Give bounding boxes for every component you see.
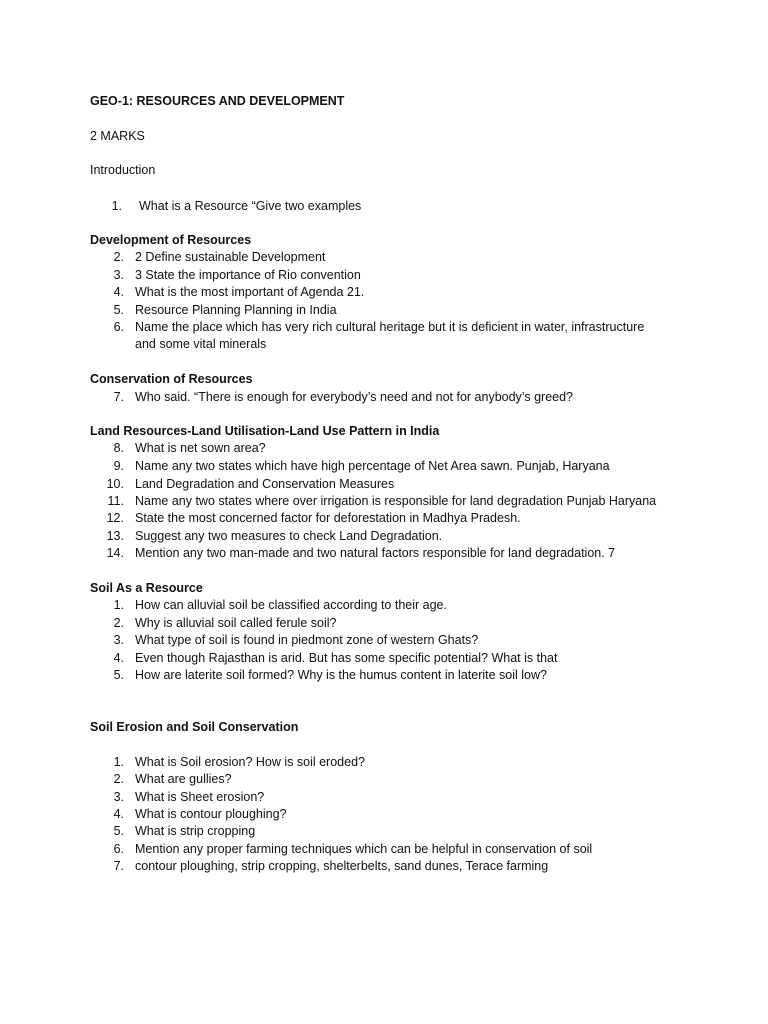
list-item: What is net sown area? (135, 441, 266, 455)
list-item: What is Sheet erosion? (135, 790, 265, 804)
list-item-number: 2. (113, 616, 124, 630)
list-item: Why is alluvial soil called ferule soil? (135, 616, 337, 630)
list-item-number: 1. (113, 755, 124, 769)
list-item: Mention any proper farming techniques which can be helpful in conservation of soil (135, 842, 593, 856)
list-item: 2 Define sustainable Development (135, 250, 326, 264)
list-item: What is Soil erosion? How is soil eroded? (135, 755, 365, 769)
list-item-number: 6. (113, 320, 124, 334)
list-item: Resource Planning Planning in India (135, 303, 337, 317)
list-item-number: 12. (106, 511, 124, 525)
list-item: Name any two states which have high percentage of Net Area sawn. Punjab, Haryana (135, 459, 610, 473)
list-item-number: 5. (113, 303, 124, 317)
list-item-number: 3. (113, 633, 124, 647)
list-item: What type of soil is found in piedmont zone of western Ghats? (135, 633, 479, 647)
list-item-number: 1. (111, 199, 122, 213)
list-item-number: 2. (113, 250, 124, 264)
intro-label: Introduction (90, 163, 156, 177)
list-item: 3 State the importance of Rio convention (135, 268, 361, 282)
list-item-number: 4. (113, 651, 124, 665)
document-title: GEO-1: RESOURCES AND DEVELOPMENT (90, 94, 345, 108)
section-heading-land: Land Resources-Land Utilisation-Land Use Pattern in India (90, 424, 440, 438)
list-item-number: 10. (106, 477, 124, 491)
section-heading-erosion: Soil Erosion and Soil Conservation (90, 720, 299, 734)
list-item-number: 6. (113, 842, 124, 856)
list-item: Mention any two man-made and two natural factors responsible for land degradation. 7 (135, 546, 616, 560)
list-item: Suggest any two measures to check Land Degradation. (135, 529, 443, 543)
list-item-number: 3. (113, 790, 124, 804)
list-item-continuation: and some vital minerals (135, 337, 267, 351)
list-item: What is a Resource “Give two examples (139, 199, 362, 213)
list-item: Name any two states where over irrigation is responsible for land degradation Punjab Haryana (135, 494, 657, 508)
list-item-number: 7. (113, 859, 124, 873)
list-item: State the most concerned factor for deforestation in Madhya Pradesh. (135, 511, 521, 525)
list-item: What are gullies? (135, 772, 232, 786)
list-item: contour ploughing, strip cropping, shelterbelts, sand dunes, Terace farming (135, 859, 549, 873)
list-item: What is the most important of Agenda 21. (135, 285, 365, 299)
list-item: Land Degradation and Conservation Measures (135, 477, 395, 491)
list-item-number: 5. (113, 668, 124, 682)
list-item-number: 13. (106, 529, 124, 543)
list-item: Even though Rajasthan is arid. But has some specific potential? What is that (135, 651, 558, 665)
list-item: Name the place which has very rich cultural heritage but it is deficient in water, infrastructure (135, 320, 645, 334)
list-item-number: 4. (113, 285, 124, 299)
list-item-number: 3. (113, 268, 124, 282)
list-item-number: 7. (113, 390, 124, 404)
list-item-number: 14. (106, 546, 124, 560)
list-item: What is contour ploughing? (135, 807, 287, 821)
list-item-number: 1. (113, 598, 124, 612)
list-item-number: 4. (113, 807, 124, 821)
list-item: What is strip cropping (135, 824, 256, 838)
section-heading-conservation: Conservation of Resources (90, 372, 253, 386)
list-item-number: 9. (113, 459, 124, 473)
list-item-number: 11. (107, 494, 124, 508)
section-heading-development: Development of Resources (90, 233, 252, 247)
section-heading-soil: Soil As a Resource (90, 581, 203, 595)
marks-label: 2 MARKS (90, 129, 145, 143)
list-item-number: 8. (113, 441, 124, 455)
list-item-number: 2. (113, 772, 124, 786)
list-item: Who said. “There is enough for everybody’s need and not for anybody’s greed? (135, 390, 574, 404)
list-item: How are laterite soil formed? Why is the humus content in laterite soil low? (135, 668, 547, 682)
list-item: How can alluvial soil be classified according to their age. (135, 598, 447, 612)
list-item-number: 5. (113, 824, 124, 838)
